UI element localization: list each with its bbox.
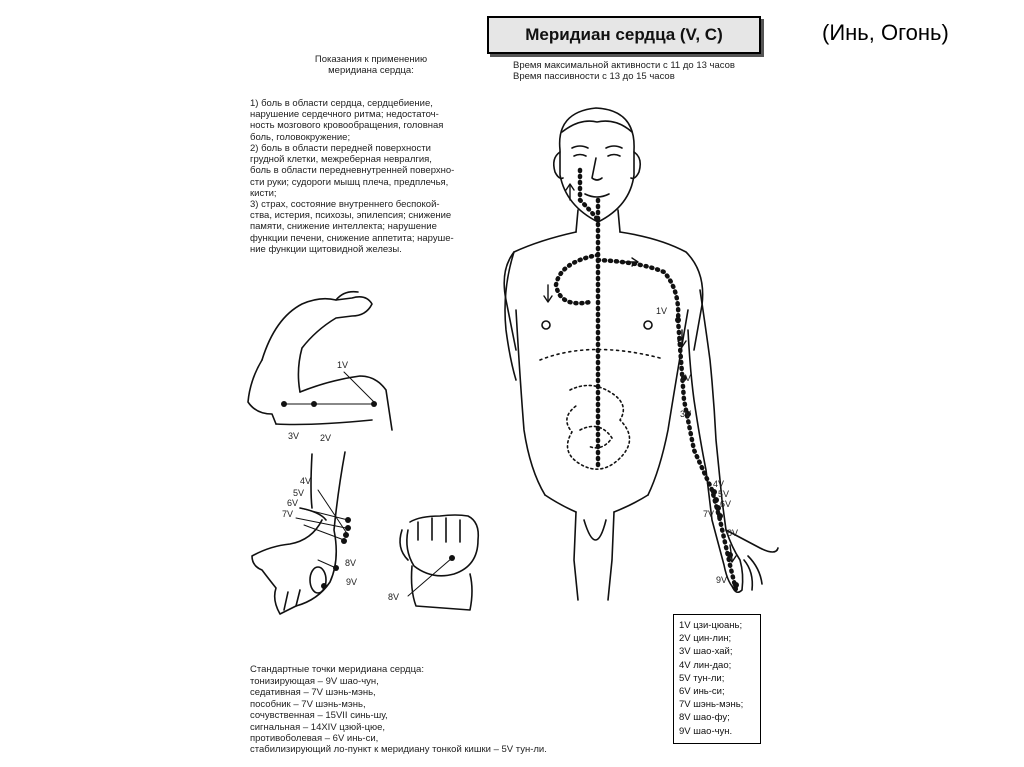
label-1v-flexed: 1V <box>337 360 349 370</box>
points-legend <box>673 614 761 744</box>
indication-line: 3) страх, состояние внутреннего беспокой- <box>250 199 440 210</box>
label-5v-body: 5V <box>718 489 730 499</box>
passive-time: Время пассивности с 13 до 15 часов <box>513 71 675 82</box>
indication-line: 2) боль в области передней поверхности <box>250 143 431 154</box>
label-9v-forearm: 9V <box>346 577 358 587</box>
label-3v-flexed: 3V <box>288 431 300 441</box>
max-activity-time: Время максимальной активности с 11 до 13 часов <box>513 60 735 71</box>
indication-line: ние функции щитовидной железы. <box>250 243 402 255</box>
label-5v-forearm: 5V <box>293 488 305 498</box>
label-1v-body: 1V <box>656 306 668 316</box>
indication-line: ность мозгового кровообращения, головная <box>250 120 444 132</box>
indication-line: ства, истерия, психозы, эпилепсия; снижение <box>250 210 452 222</box>
label-2v-body: 2V <box>680 373 692 383</box>
indication-line: кисти; <box>250 187 277 199</box>
indication-line: сти руки; судороги мышц плеча, предплечья, <box>250 176 449 188</box>
indication-line: нарушение сердечного ритма; недостаточ- <box>250 109 439 121</box>
standard-points-heading: Стандартные точки меридиана сердца: <box>250 664 424 675</box>
legend-item: 7V шэнь-мэнь; <box>679 699 744 711</box>
standard-point-line: стабилизирующий ло-пункт к меридиану тонкой кишки – 5V тун-ли. <box>250 744 547 755</box>
legend-item: 3V шао-хай; <box>679 646 733 658</box>
legend-item: 8V шао-фу; <box>679 712 730 724</box>
label-4v-forearm: 4V <box>300 476 312 486</box>
indication-line: функции печени, снижение аппетита; наруше- <box>250 232 454 244</box>
legend-item: 1V цзи-цюань; <box>679 620 743 631</box>
indication-line: грудной клетки, межреберная невралгия, <box>250 154 432 166</box>
standard-point-line: сигнальная – 14XIV цзюй-цюе, <box>250 722 386 733</box>
label-7v-forearm: 7V <box>282 509 294 519</box>
label-8v-forearm: 8V <box>345 558 357 568</box>
meridian-path-body <box>556 170 739 590</box>
legend-item: 2V цин-лин; <box>679 633 732 645</box>
standard-point-line: пособник – 7V шэнь-мэнь, <box>250 699 366 710</box>
standard-point-line: сочувственная – 15VII синь-шу, <box>250 710 388 721</box>
forearm-palm-figure <box>252 452 345 614</box>
indication-line: 1) боль в области сердца, сердцебиение, <box>250 98 433 109</box>
label-2v-flexed: 2V <box>320 433 332 443</box>
indications-heading-line1: Показания к применению <box>314 54 428 65</box>
page-title: Меридиан сердца (V, С) <box>487 16 761 54</box>
indication-line: памяти, снижение интеллекта; нарушение <box>250 221 437 233</box>
label-4v-body: 4V <box>713 479 725 489</box>
legend-item: 9V шао-чун. <box>679 725 733 737</box>
legend-item: 6V инь-си; <box>679 686 725 698</box>
label-8v-fist: 8V <box>388 592 400 602</box>
indication-line: боль в области передневнутренней поверхно- <box>250 165 455 177</box>
standard-point-line: седативная – 7V шэнь-мэнь, <box>250 687 376 698</box>
label-6v-forearm: 6V <box>287 498 299 508</box>
indications-heading-line2: меридиана сердца: <box>328 65 414 77</box>
meridian-arrows <box>544 184 739 562</box>
standard-point-line: тонизирующая – 9V шао-чун, <box>250 676 379 687</box>
fist-figure <box>400 515 478 610</box>
flexed-arm-figure <box>248 292 392 430</box>
body-figure <box>504 108 778 600</box>
legend-item: 5V тун-ли; <box>679 672 725 684</box>
label-9v-body: 9V <box>716 575 728 585</box>
forearm-meridian <box>296 490 348 568</box>
label-3v-body: 3V <box>680 409 692 419</box>
label-6v-body: 6V <box>720 499 732 509</box>
label-8v-body: 8V <box>727 528 739 538</box>
label-7v-body: 7V <box>703 509 715 519</box>
standard-point-line: противоболевая – 6V инь-си, <box>250 733 379 744</box>
indication-line: боль, головокружение; <box>250 131 351 143</box>
yin-fire-label: (Инь, Огонь) <box>822 20 949 45</box>
legend-item: 4V лин-дао; <box>679 659 732 671</box>
